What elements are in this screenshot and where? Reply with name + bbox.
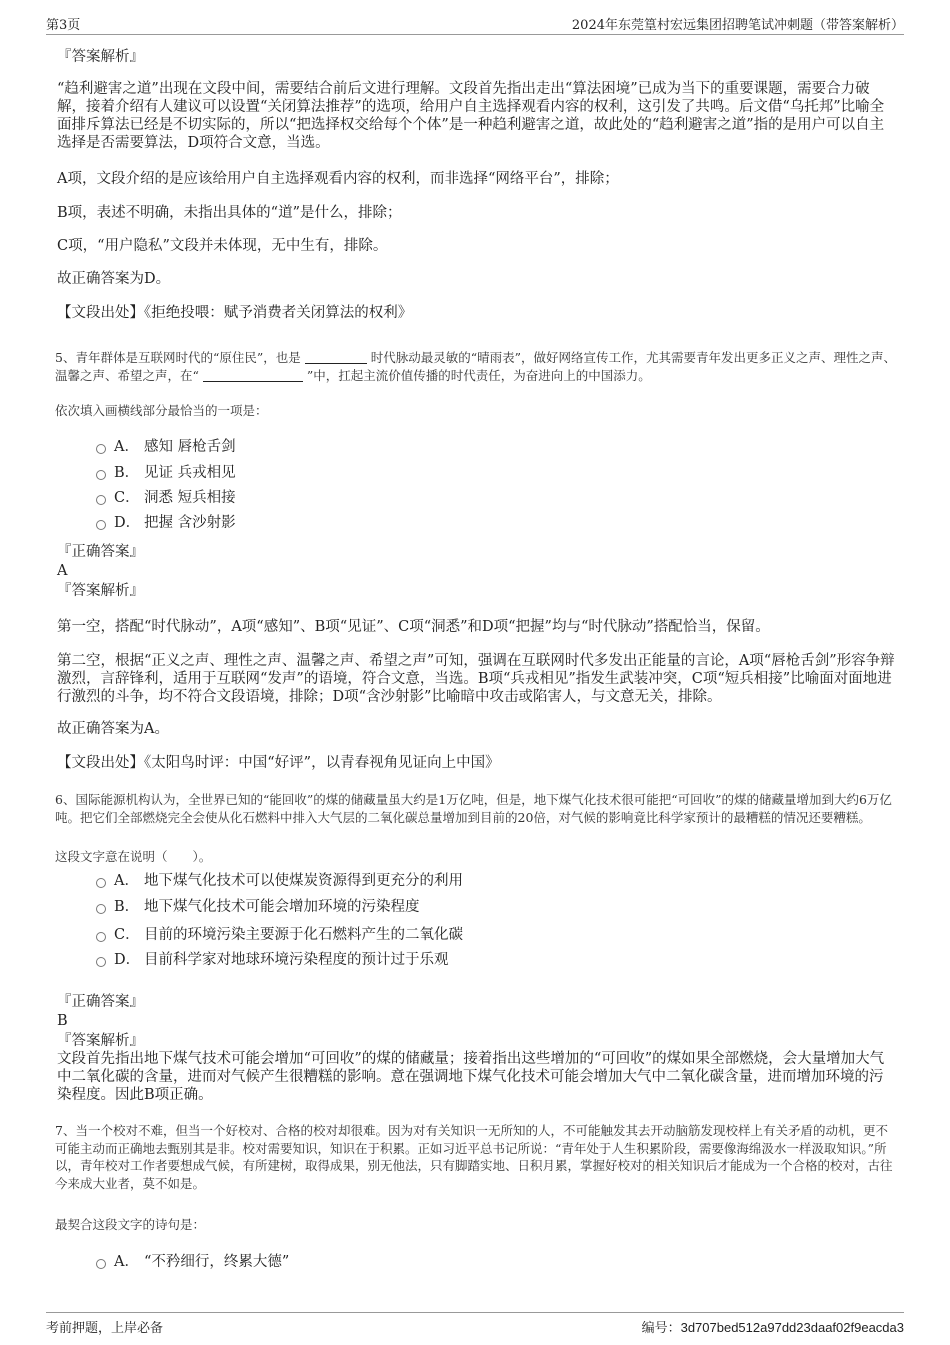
q5-option-b[interactable]: B． 见证 兵戎相见 — [96, 464, 236, 482]
q5-analysis-label: 『答案解析』 — [57, 583, 144, 599]
q7-option-a[interactable]: A． “不矜细行，终累大德” — [96, 1253, 289, 1271]
q4-analysis-label: 『答案解析』 — [57, 49, 144, 65]
q6-answer: B — [57, 1013, 68, 1029]
document-code: 编号：3d707bed512a97dd23daaf02f9eacda3 — [641, 1320, 904, 1336]
q5-answer-label: 『正确答案』 — [57, 544, 144, 560]
q7-prompt: 最契合这段文字的诗句是： — [55, 1217, 206, 1232]
q4-analysis-paragraph: “趋利避害之道”出现在文段中间，需要结合前后文进行理解。文段首先指出走出“算法困境”已成为当下的重要课题，需要合力破解，接着介绍有人建议可以设置“关闭算法推荐”的选项，给用户自主选择观看内容的权利，这引发了共鸣。后文借“乌托邦”比喻全面排斥算法已经是不切实际的，所以“把选择权交给每个个体”是一种趋利避害之道，故此处的“趋利避害之道”指的是用户可以自主选择是否需要算法，D项符合文意，当选。 — [57, 81, 885, 151]
page-header — [46, 14, 904, 35]
q4-source: 【文段出处】《拒绝投喂：赋予消费者关闭算法的权利》 — [57, 305, 413, 321]
q5-option-a[interactable]: A． 感知 唇枪舌剑 — [96, 438, 236, 456]
q6-option-d[interactable]: D． 目前科学家对地球环境污染程度的预计过于乐观 — [96, 951, 449, 969]
q6-option-c[interactable]: C． 目前的环境污染主要源于化石燃料产生的二氧化碳 — [96, 926, 463, 944]
radio-icon[interactable] — [96, 1259, 106, 1269]
q5-stem: 5、青年群体是互联网时代的“原住民”，也是 时代脉动最灵敏的“晴雨表”，做好网络宣传工作，尤其需要青年发出更多正义之声、理性之声、温馨之声、希望之声，在“ ”中，扛起主流价值传播的时代责任，为奋进向上的中国添力。 — [55, 350, 897, 383]
q5-prompt: 依次填入画横线部分最恰当的一项是： — [55, 403, 268, 418]
page-number: 第3页 — [46, 18, 81, 33]
q4-analysis-a: A项，文段介绍的是应该给用户自主选择观看内容的权利，而非选择“网络平台”，排除； — [57, 171, 619, 187]
radio-icon[interactable] — [96, 495, 106, 505]
q5-source: 【文段出处】《太阳鸟时评：中国“好评”，以青春视角见证向上中国》 — [57, 755, 500, 771]
q6-option-a[interactable]: A． 地下煤气化技术可以使煤炭资源得到更充分的利用 — [96, 872, 463, 890]
q5-analysis-p1: 第一空，搭配“时代脉动”，A项“感知”、B项“见证”、C项“洞悉”和D项“把握”均与“时代脉动”搭配恰当，保留。 — [57, 619, 770, 635]
radio-icon[interactable] — [96, 957, 106, 967]
q5-option-c[interactable]: C． 洞悉 短兵相接 — [96, 489, 236, 507]
footer-slogan: 考前押题，上岸必备 — [46, 1321, 164, 1336]
radio-icon[interactable] — [96, 470, 106, 480]
q4-analysis-b: B项，表述不明确，未指出具体的“道”是什么，排除； — [57, 205, 402, 221]
q5-blank-2 — [203, 369, 303, 382]
radio-icon[interactable] — [96, 878, 106, 888]
radio-icon[interactable] — [96, 904, 106, 914]
q4-conclusion: 故正确答案为D。 — [57, 271, 171, 287]
q5-option-d[interactable]: D． 把握 含沙射影 — [96, 514, 236, 532]
document-title: 2024年东莞篁村宏远集团招聘笔试冲刺题（带答案解析） — [571, 18, 904, 33]
q6-analysis-paragraph: 文段首先指出地下煤气技术可能会增加“可回收”的煤的储藏量；接着指出这些增加的“可回收”的煤如果全部燃烧，会大量增加大气中二氧化碳的含量，进而对气候产生很糟糕的影响。意在强调地下煤气化技术可能会增加大气中二氧化碳含量，进而增加环境的污染程度。因此B项正确。 — [57, 1051, 885, 1103]
q7-stem: 7、当一个校对不难，但当一个好校对、合格的校对却很难。因为对有关知识一无所知的人，不可能触发其去开动脑筋发现校样上有关矛盾的动机，更不可能主动而正确地去甄别其是非。校对需要知识，知识在于积累。正如习近平总书记所说：“青年处于人生积累阶段，需要像海绵汲水一样汲取知识。”所以，青年校对工作者要想成气候，有所建树，取得成果，别无他法，只有脚踏实地、日积月累，掌握好校对的相关知识后才能成为一个合格的校对，古往今来成大业者，莫不如是。 — [55, 1123, 893, 1191]
q6-analysis-label: 『答案解析』 — [57, 1033, 144, 1049]
radio-icon[interactable] — [96, 444, 106, 454]
radio-icon[interactable] — [96, 932, 106, 942]
q6-option-b[interactable]: B． 地下煤气化技术可能会增加环境的污染程度 — [96, 898, 420, 916]
q6-stem: 6、国际能源机构认为，全世界已知的“能回收”的煤的储藏量虽大约是1万亿吨，但是，地下煤气化技术很可能把“可回收”的煤的储藏量增加到大约6万亿吨。把它们全部燃烧完全会使从化石燃料中排入大气层的二氧化碳总量增加到目前的20倍，对气候的影响竟比科学家预计的最糟糕的情况还要糟糕。 — [55, 792, 892, 825]
q5-blank-1 — [305, 351, 367, 364]
q4-analysis-c: C项，“用户隐私”文段并未体现，无中生有，排除。 — [57, 238, 388, 254]
q5-conclusion: 故正确答案为A。 — [57, 721, 169, 737]
q5-analysis-p2: 第二空，根据“正义之声、理性之声、温馨之声、希望之声”可知，强调在互联网时代多发出正能量的言论，A项“唇枪舌剑”形容争辩激烈，言辞锋利，适用于互联网“发声”的语境，符合文意，当选。B项“兵戎相见”指发生武装冲突，C项“短兵相接”比喻面对面地进行激烈的斗争，均不符合文段语境，排除；D项“含沙射影”比喻暗中攻击或陷害人，与文意无关，排除。 — [57, 653, 895, 705]
radio-icon[interactable] — [96, 520, 106, 530]
page-footer — [46, 1312, 904, 1337]
q5-answer: A — [57, 563, 68, 579]
q6-answer-label: 『正确答案』 — [57, 994, 144, 1010]
q6-prompt: 这段文字意在说明（ ）。 — [55, 849, 212, 864]
